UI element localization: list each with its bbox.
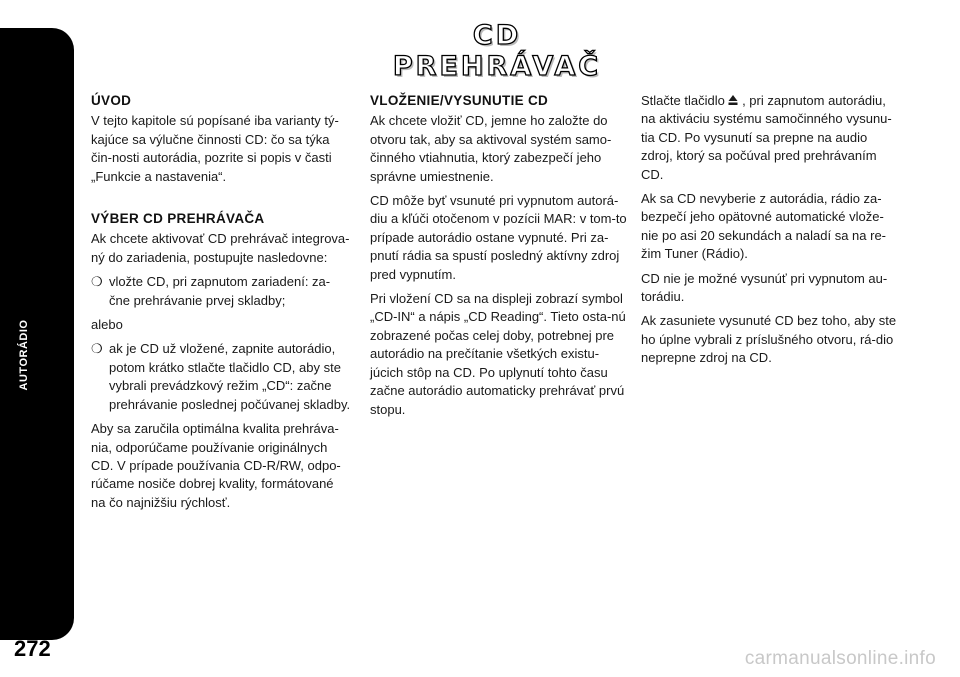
sidebar-bar [0, 28, 74, 640]
section-gap [91, 192, 351, 210]
page-number: 272 [14, 636, 51, 661]
watermark: carmanualsonline.info [744, 648, 936, 669]
heading-intro: ÚVOD [91, 93, 132, 108]
intro-paragraph: V tejto kapitole sú popísané iba varianty tý-kajúce sa výlučne činnosti CD: čo sa týka čin-nosti autorádia, pozrite si popis v časti „Funkcie a nastavenia“. [91, 113, 339, 184]
column-middle [370, 92, 630, 425]
insert-paragraph: Ak chcete vložiť CD, jemne ho založte do otvoru tak, aby sa aktivoval systém samo-činného vtiahnutia, ktorý zabezpečí jeho správne umiestnenie. [370, 113, 612, 184]
heading-select-cd: VÝBER CD PREHRÁVAČA [91, 211, 265, 227]
or-text: alebo [91, 317, 123, 333]
eject-paragraph [641, 92, 901, 184]
bullet-circle-icon: ❍ [91, 274, 103, 290]
eject-icon [728, 94, 738, 106]
list-item [91, 340, 351, 414]
column-right [641, 92, 901, 374]
bullet-circle-icon: ❍ [91, 341, 103, 357]
sidebar-label: AUTORÁDIO [18, 319, 30, 391]
eject-text-after: , pri zapnutom autorádiu, na aktiváciu systému samočinného vysunu-tia CD. Po vysunutí sa prepne na audio zdroj, ktorý sa počúval pred prehrávaním CD. [641, 93, 892, 182]
reinsert-paragraph: Ak zasuniete vysunuté CD bez toho, aby ste ho úplne vybrali z príslušného otvoru, rá-dio neprepne zdroj na CD. [641, 313, 897, 366]
eject-text-before: Stlačte tlačidlo [641, 93, 725, 108]
display-paragraph: Pri vložení CD sa na displeji zobrazí symbol „CD-IN“ a nápis „CD Reading“. Tieto osta-nú zobrazené počas celej doby, potrebnej pre autorádio na prečítanie všetkých existu-júcich stôp na CD. Po uplynutí tohto času začne autorádio automaticky prehrávať prvú stopu. [370, 291, 626, 417]
auto-reinsert-paragraph: Ak sa CD nevyberie z autorádia, rádio za-bezpečí jeho opätovné automatické vlože-nie po asi 20 sekundách a naladí sa na re-žim Tuner (Rádio). [641, 191, 887, 262]
bullet-text: ak je CD už vložené, zapnite autorádio, potom krátko stlačte tlačidlo CD, aby ste vybrali prevádzkový režim „CD“: začne prehrávanie poslednej počúvanej skladby. [109, 341, 351, 412]
select-paragraph: Ak chcete aktivovať CD prehrávač integrova-ný do zariadenia, postupujte nasledovne: [91, 231, 350, 265]
bullet-text: vložte CD, pri zapnutom zariadení: za-čne prehrávanie prvej skladby; [109, 274, 331, 308]
column-left [91, 92, 351, 518]
quality-paragraph: Aby sa zaručila optimálna kvalita prehráva-nia, odporúčame používanie originálnych CD. V prípade používania CD-R/RW, odpo-rúčame nosiče dobrej kvality, formátované na čo najnižšiu rýchlosť. [91, 421, 341, 510]
sidebar [0, 0, 74, 677]
no-eject-paragraph: CD nie je možné vysunúť pri vypnutom au-torádiu. [641, 270, 888, 305]
page-title: CD PREHRÁVAČ [392, 20, 602, 82]
list-item [91, 273, 351, 310]
power-off-paragraph: CD môže byť vsunuté pri vypnutom autorá-diu a kľúči otočenom v pozícii MAR: v tom-to prípade autorádio ostane vypnuté. Pri za-pnutí rádia sa spustí posledný aktívny zdroj pred vypnutím. [370, 193, 627, 282]
heading-insert-eject: VLOŽENIE/VYSUNUTIE CD [370, 93, 549, 108]
